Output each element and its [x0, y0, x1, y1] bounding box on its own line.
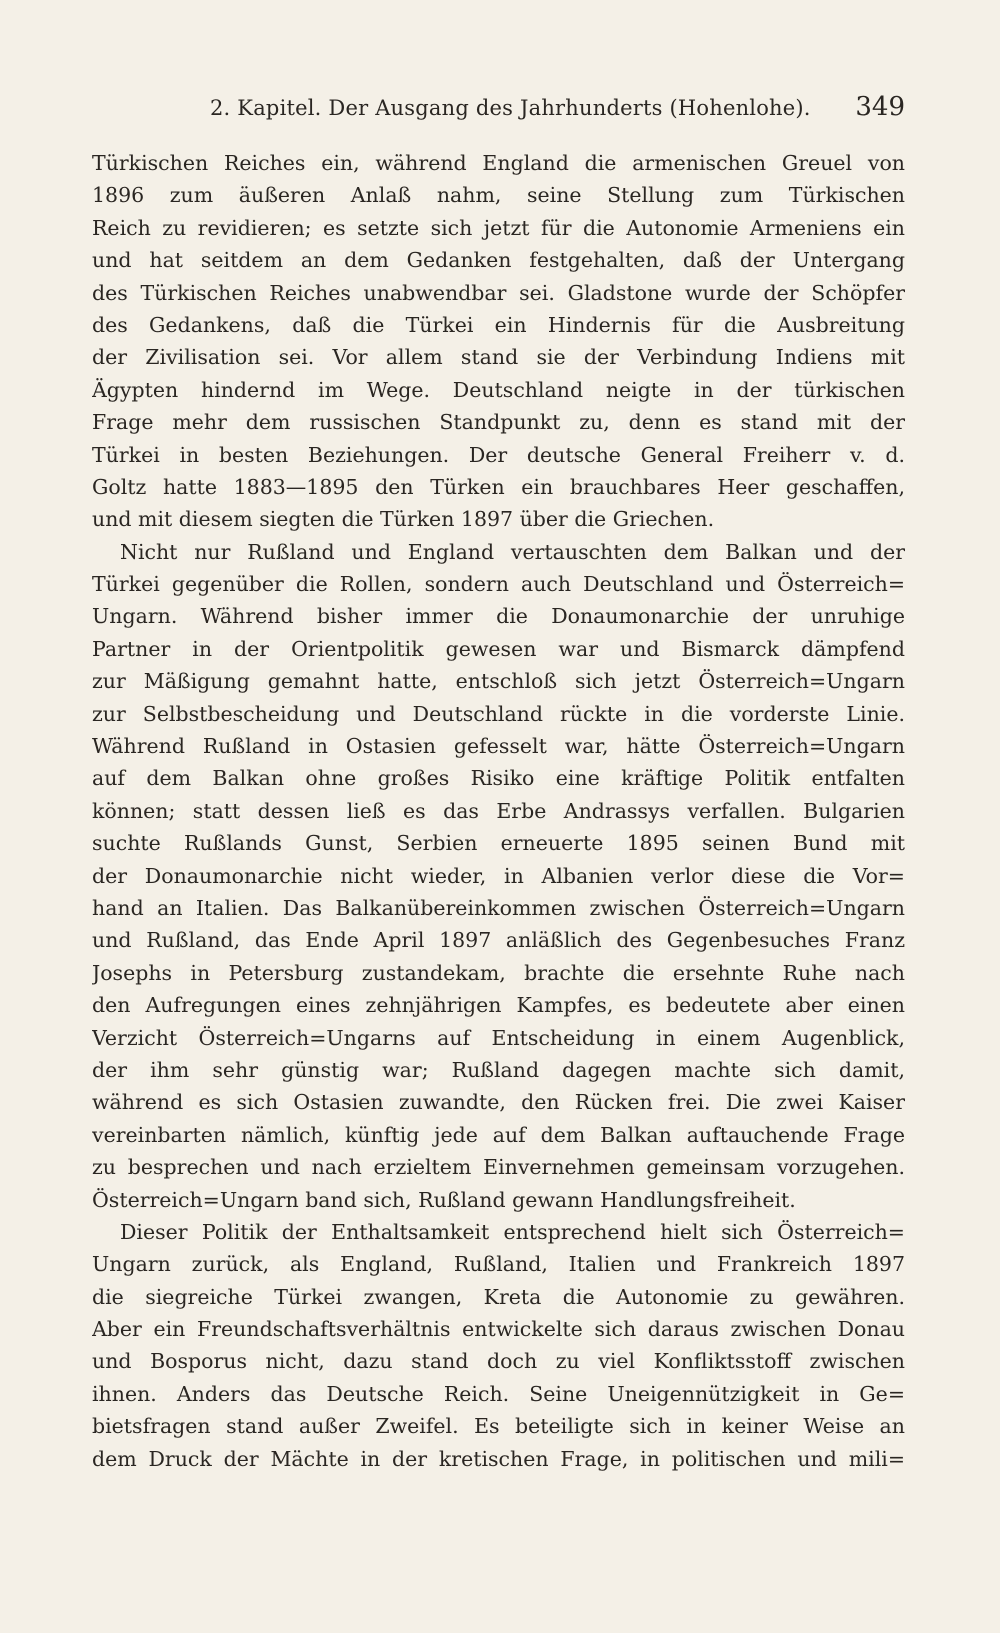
text-line: können; statt dessen ließ es das Erbe Andrassys verfallen. Bulgarien [92, 798, 905, 823]
text-line: Dieser Politik der Enthaltsamkeit entsprechend hielt sich Österreich= [120, 1219, 905, 1244]
text-line: auf dem Balkan ohne großes Risiko eine kräftige Politik entfalten [92, 766, 905, 791]
text-line: zu besprechen und nach erzieltem Einvernehmen gemeinsam vorzugehen. [92, 1155, 905, 1180]
text-line: Nicht nur Rußland und England vertauschten dem Balkan und der [120, 539, 905, 564]
text-line: Während Rußland in Ostasien gefesselt war, hätte Österreich=Ungarn [92, 734, 905, 759]
text-line: bietsfragen stand außer Zweifel. Es beteiligte sich in keiner Weise an [92, 1414, 905, 1439]
text-line: die siegreiche Türkei zwangen, Kreta die Autonomie zu gewähren. [92, 1284, 905, 1309]
text-line: Österreich=Ungarn band sich, Rußland gewann Handlungsfreiheit. [92, 1187, 796, 1212]
page-header [210, 92, 905, 132]
text-line: Türkei gegenüber die Rollen, sondern auch Deutschland und Österreich= [92, 572, 905, 597]
body-text [92, 147, 905, 1475]
running-title: 2. Kapitel. Der Ausgang des Jahrhunderts (Hohenlohe). [210, 96, 811, 120]
text-line: der Donaumonarchie nicht wieder, in Albanien verlor diese die Vor= [92, 863, 905, 888]
text-line: der ihm sehr günstig war; Rußland dagegen machte sich damit, [92, 1057, 905, 1082]
text-line: Josephs in Petersburg zustandekam, brachte die ersehnte Ruhe nach [92, 960, 905, 985]
page-number: 349 [855, 92, 905, 122]
text-line: Verzicht Österreich=Ungarns auf Entscheidung in einem Augenblick, [92, 1025, 905, 1050]
paragraph-2 [92, 536, 905, 1216]
text-line: ihnen. Anders das Deutsche Reich. Seine Uneigennützigkeit in Ge= [92, 1381, 905, 1406]
text-line: Türkei in besten Beziehungen. Der deutsche General Freiherr v. d. [92, 442, 905, 467]
text-line: Türkischen Reiches ein, während England die armenischen Greuel von [92, 151, 905, 175]
text-line: und hat seitdem an dem Gedanken festgehalten, daß der Untergang [92, 248, 905, 273]
text-line: 1896 zum äußeren Anlaß nahm, seine Stellung zum Türkischen [92, 183, 905, 208]
text-line: während es sich Ostasien zuwandte, den Rücken frei. Die zwei Kaiser [92, 1090, 905, 1115]
paragraph-3 [92, 1216, 905, 1475]
text-line: suchte Rußlands Gunst, Serbien erneuerte 1895 seinen Bund mit [92, 831, 905, 856]
text-line: den Aufregungen eines zehnjährigen Kampfes, es bedeutete aber einen [92, 993, 905, 1018]
text-line: dem Druck der Mächte in der kretischen Frage, in politischen und mili= [92, 1446, 905, 1471]
paragraph-1 [92, 147, 905, 536]
text-line: Goltz hatte 1883—1895 den Türken ein brauchbares Heer geschaffen, [92, 474, 905, 499]
text-line: Reich zu revidieren; es setzte sich jetzt für die Autonomie Armeniens ein [92, 215, 905, 240]
text-line: und Rußland, das Ende April 1897 anläßlich des Gegenbesuches Franz [92, 928, 905, 953]
text-line: zur Mäßigung gemahnt hatte, entschloß sich jetzt Österreich=Ungarn [92, 669, 905, 694]
text-line: der Zivilisation sei. Vor allem stand sie der Verbindung Indiens mit [92, 345, 905, 370]
text-line: und mit diesem siegten die Türken 1897 über die Griechen. [92, 507, 715, 532]
text-line: Ägypten hindernd im Wege. Deutschland neigte in der türkischen [92, 377, 905, 402]
text-line: des Türkischen Reiches unabwendbar sei. Gladstone wurde der Schöpfer [92, 280, 905, 305]
text-line: vereinbarten nämlich, künftig jede auf dem Balkan auftauchende Frage [92, 1122, 905, 1147]
text-line: Ungarn. Während bisher immer die Donaumonarchie der unruhige [92, 604, 905, 629]
text-line: Frage mehr dem russischen Standpunkt zu, denn es stand mit der [92, 410, 905, 435]
text-line: des Gedankens, daß die Türkei ein Hindernis für die Ausbreitung [92, 312, 905, 337]
text-line: zur Selbstbescheidung und Deutschland rückte in die vorderste Linie. [92, 701, 905, 726]
text-line: Aber ein Freundschaftsverhältnis entwickelte sich daraus zwischen Donau [92, 1317, 905, 1342]
text-line: hand an Italien. Das Balkanübereinkommen zwischen Österreich=Ungarn [92, 895, 905, 920]
text-line: und Bosporus nicht, dazu stand doch zu viel Konfliktsstoff zwischen [92, 1349, 905, 1374]
text-line: Partner in der Orientpolitik gewesen war und Bismarck dämpfend [92, 636, 905, 661]
text-line: Ungarn zurück, als England, Rußland, Italien und Frankreich 1897 [92, 1252, 905, 1277]
